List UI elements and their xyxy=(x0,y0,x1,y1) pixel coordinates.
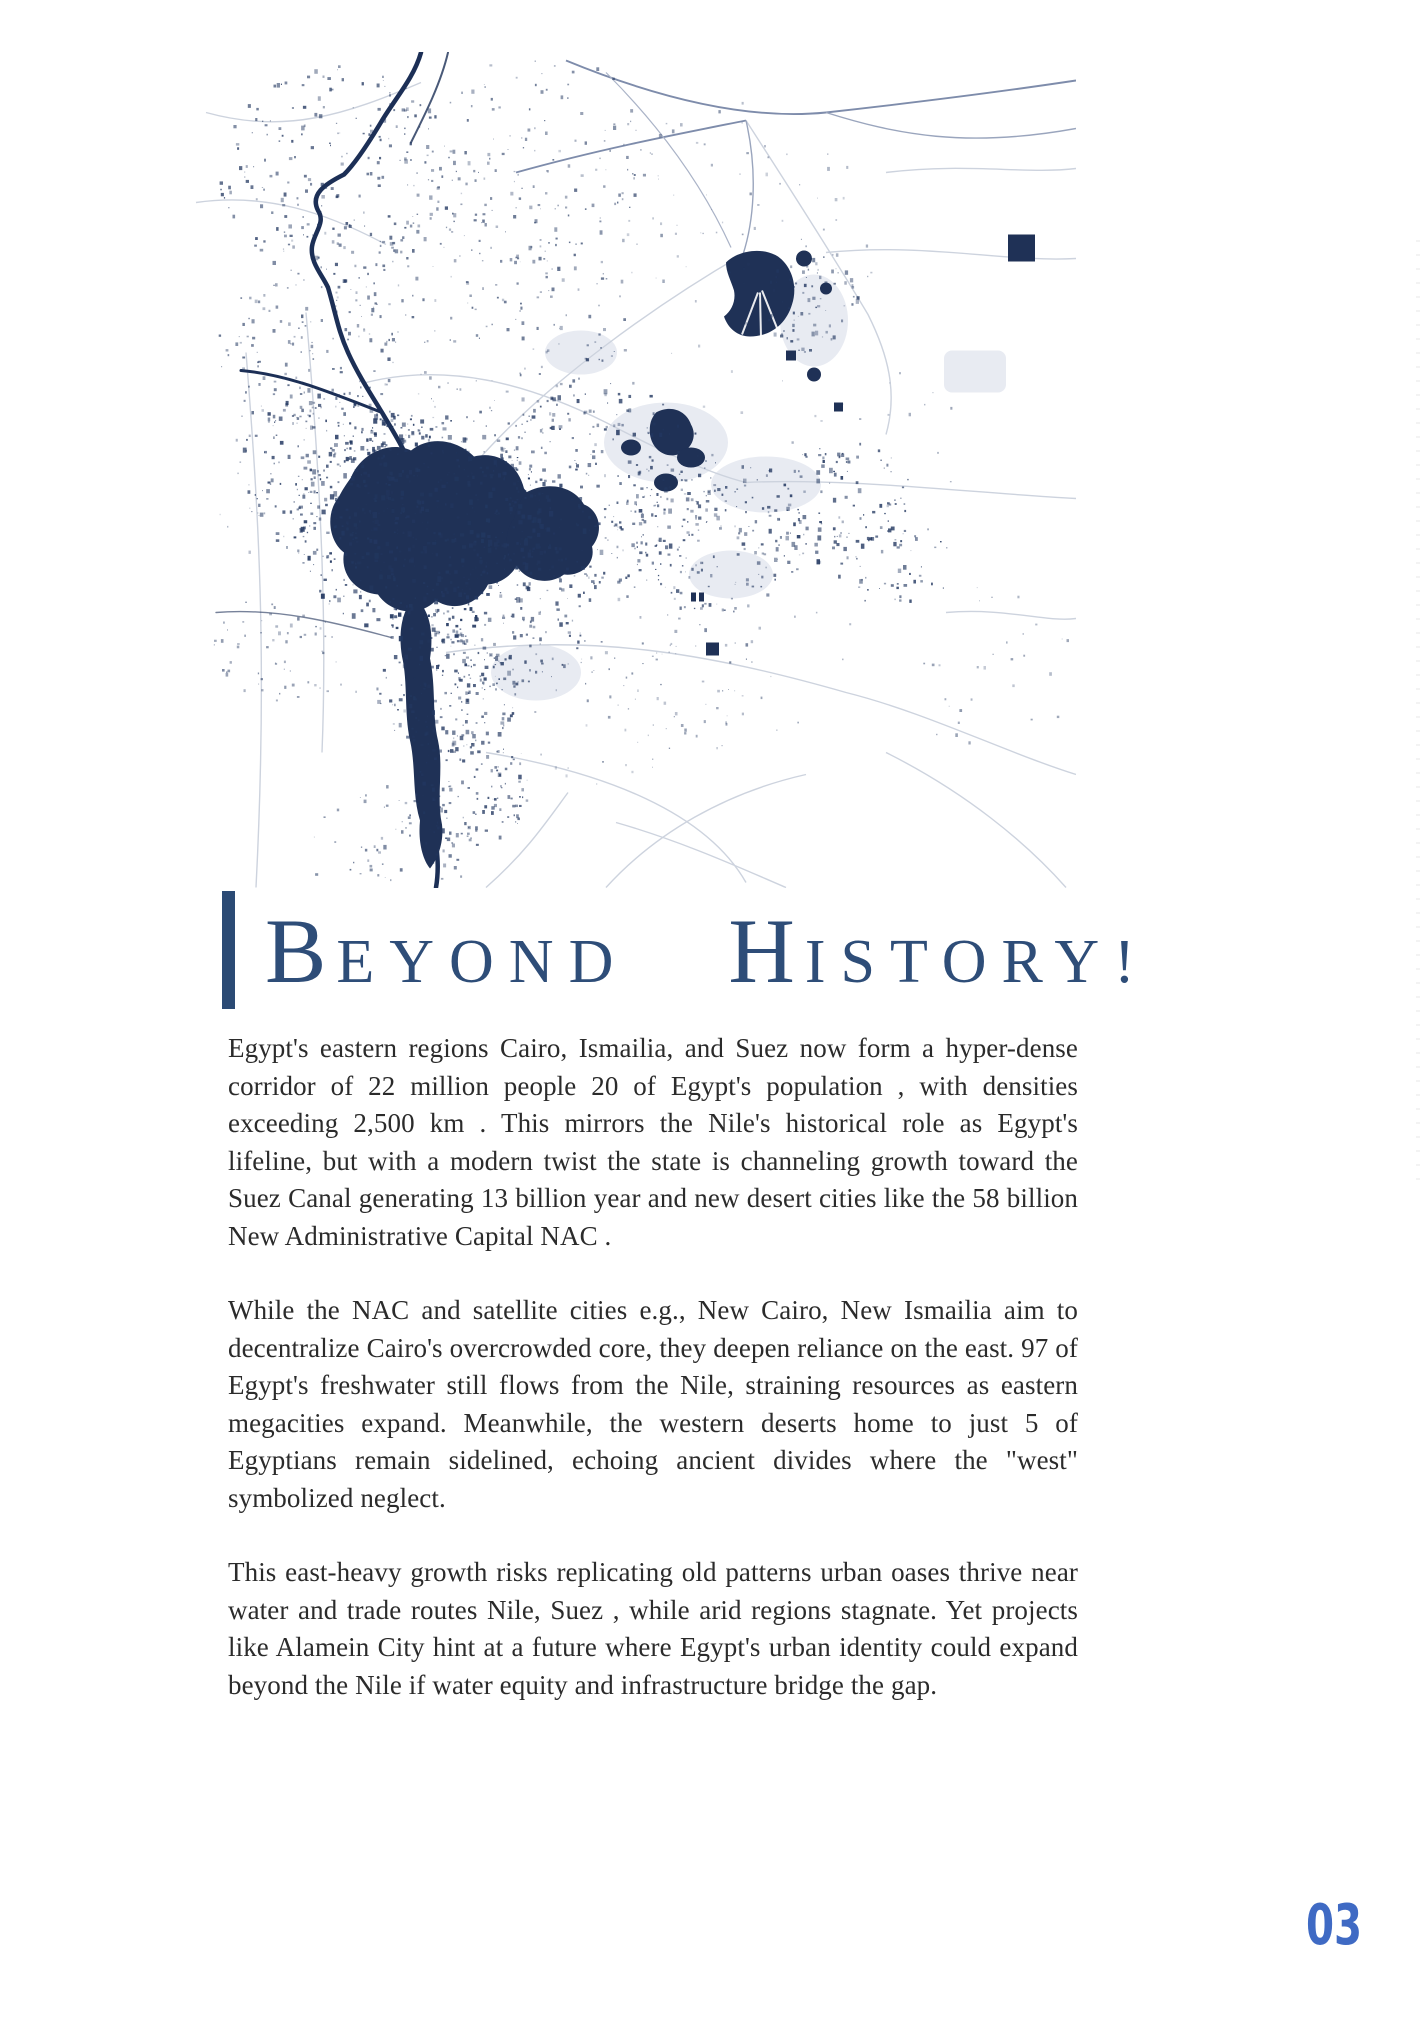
page-number: 03 xyxy=(1306,1893,1363,1958)
map-urban-core-layer xyxy=(330,235,1035,869)
section-title-block xyxy=(222,891,1150,1009)
title-word-history: H ISTORY! xyxy=(728,900,1150,1002)
paragraph-3: This east-heavy growth risks replicating old patterns urban oases thrive near water and trade routes Nile, Suez , while arid regions stagnate. Yet projects like Alamein City hint at a future where Egypt's urban identity could expand beyond the Nile if water equity and infrastructure bridge the gap. xyxy=(228,1557,1078,1700)
paragraph-1: Egypt's eastern regions Cairo, Ismailia, and Suez now form a hyper-dense corridor of 22 million people 20 of Egypt's population , with densities exceeding 2,500 km . This mirrors the Nile's historical role as Egypt's lifeline, but with a modern twist the state is channeling growth toward the Suez Canal generating 13 billion year and new desert cities like the 58 billion New Administrative Capital NAC . xyxy=(228,1033,1078,1251)
title-word-beyond: B EYOND xyxy=(265,900,629,1002)
paragraph-2: While the NAC and satellite cities e.g., New Cairo, New Ismailia aim to decentralize Cairo's overcrowded core, they deepen reliance on the east. 97 of Egypt's freshwater still flows from the Nile, straining resources as eastern megacities expand. Meanwhile, the western deserts home to just 5 of Egyptians remain sidelined, echoing ancient divides where the "west" symbolized neglect. xyxy=(228,1295,1078,1513)
title-accent-bar xyxy=(222,891,235,1009)
page-title xyxy=(265,900,1150,1002)
map-faint-roads-layer xyxy=(196,83,1076,888)
article-body xyxy=(228,1030,1078,1741)
cairo-map xyxy=(186,52,1076,888)
scan-edge-artifacts xyxy=(1416,240,1420,1190)
cairo-map-figure xyxy=(186,52,1076,888)
